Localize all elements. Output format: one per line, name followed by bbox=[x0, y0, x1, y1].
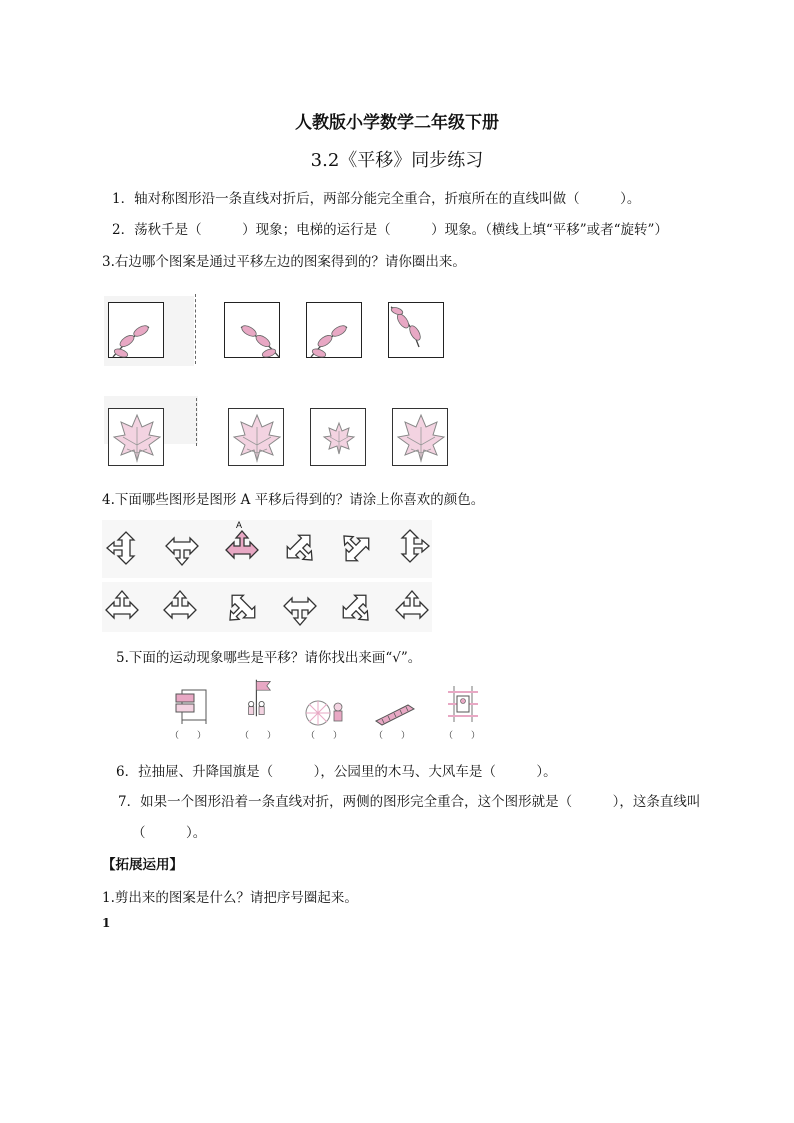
leaf-option-3[interactable] bbox=[388, 302, 444, 358]
q5-answer-2[interactable]: （ ） bbox=[240, 731, 277, 741]
extension-question-1: 1.剪出来的图案是什么？请把序号圈起来。 bbox=[102, 890, 358, 906]
drawer-icon bbox=[168, 684, 214, 724]
q5-answer-4[interactable]: （ ） bbox=[374, 731, 411, 741]
question-6: 6．拉抽屉、升降国旗是（ ），公园里的木马、大风车是（ ）。 bbox=[116, 764, 557, 780]
worksheet-subtitle: 3.2《平移》同步练习 bbox=[310, 150, 484, 171]
arrow-shape-12-icon[interactable] bbox=[392, 588, 432, 628]
maple-original bbox=[108, 408, 164, 466]
extension-heading: 【拓展运用】 bbox=[102, 857, 183, 873]
q5-answer-3[interactable]: （ ） bbox=[306, 731, 343, 741]
leaf-option-2[interactable] bbox=[306, 302, 362, 358]
arrow-shape-11-icon[interactable] bbox=[336, 588, 376, 628]
worksheet-title: 人教版小学数学二年级下册 bbox=[295, 113, 499, 133]
leaf-branch-icon bbox=[389, 303, 445, 359]
maple-leaf-icon bbox=[393, 409, 449, 467]
maple-leaf-icon bbox=[109, 409, 165, 467]
arrow-shape-a-icon bbox=[222, 528, 262, 568]
q5-answer-5[interactable]: （ ） bbox=[444, 731, 481, 741]
leaf-branch-icon bbox=[109, 303, 165, 359]
wheel-child-icon bbox=[304, 692, 350, 732]
question-3: 3.右边哪个图案是通过平移左边的图案得到的？请你圈出来。 bbox=[102, 254, 466, 270]
question-4: 4.下面哪些图形是图形 A 平移后得到的？请涂上你喜欢的颜色。 bbox=[102, 492, 485, 508]
arrow-shape-8-icon[interactable] bbox=[160, 588, 200, 628]
arrow-shape-4-icon[interactable] bbox=[280, 528, 320, 568]
arrow-shape-10-icon[interactable] bbox=[280, 588, 320, 628]
question-7-line-2: （ ）。 bbox=[132, 825, 207, 841]
arrow-shape-2-icon[interactable] bbox=[162, 528, 202, 568]
arrow-shape-6-icon[interactable] bbox=[392, 526, 432, 566]
elevator-icon bbox=[440, 684, 486, 724]
leaf-option-1[interactable] bbox=[224, 302, 280, 358]
question-7-line-1: 7．如果一个图形沿着一条直线对折，两侧的图形完全重合，这个图形就是（ ），这条直线叫 bbox=[118, 794, 701, 810]
arrow-shape-9-icon[interactable] bbox=[222, 588, 262, 628]
maple-leaf-small-icon bbox=[311, 409, 367, 467]
q3-divider-2 bbox=[196, 398, 197, 446]
leaf-branch-icon bbox=[307, 303, 363, 359]
question-5: 5.下面的运动现象哪些是平移？请你找出来画“√”。 bbox=[116, 650, 422, 666]
page-number: 1 bbox=[102, 916, 111, 930]
q3-divider bbox=[195, 294, 196, 364]
maple-leaf-icon bbox=[229, 409, 285, 467]
maple-option-1[interactable] bbox=[228, 408, 284, 466]
leaf-branch-icon bbox=[225, 303, 281, 359]
q5-answer-1[interactable]: （ ） bbox=[170, 731, 207, 741]
question-2: 2．荡秋千是（ ）现象；电梯的运行是（ ）现象。（横线上填“平移”或者“旋转”） bbox=[112, 222, 668, 238]
arrow-shape-7-icon[interactable] bbox=[102, 588, 142, 628]
arrow-shape-1-icon[interactable] bbox=[104, 528, 144, 568]
arrow-shape-5-icon[interactable] bbox=[336, 528, 376, 568]
q4-row2-bg bbox=[102, 582, 432, 632]
maple-option-2[interactable] bbox=[310, 408, 366, 466]
question-1: 1．轴对称图形沿一条直线对折后，两部分能完全重合，折痕所在的直线叫做（ ）。 bbox=[112, 191, 641, 207]
shape-a-label: A bbox=[236, 520, 243, 530]
leaf-original bbox=[108, 302, 164, 358]
flag-raising-icon bbox=[236, 678, 282, 718]
maple-option-3[interactable] bbox=[392, 408, 448, 466]
q4-row1-bg bbox=[102, 520, 432, 578]
